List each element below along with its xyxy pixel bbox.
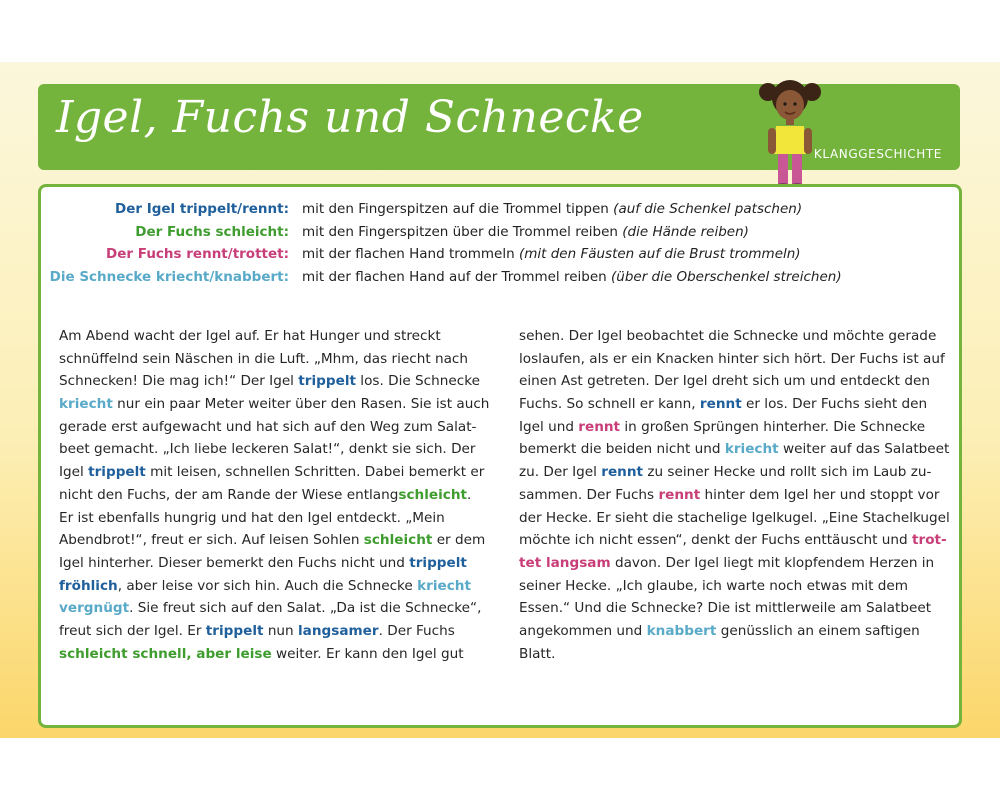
story-line [519,529,947,552]
sound-keyword: kriecht [59,396,113,413]
story-text: möchte ich nicht essen“, denkt der Fuchs enttäuscht und [519,532,912,549]
story-text: Schnecken! Die mag ich!“ Der Igel [59,373,299,390]
page-title: Igel, Fuchs und Schnecke [56,92,644,143]
sound-keyword: trippelt [88,464,146,481]
story-text: Am Abend wacht der Igel auf. Er hat Hunger und streckt [59,328,441,344]
story-text: er los. Der Fuchs sieht den [741,396,928,413]
story-line [59,484,489,507]
story-text: , aber leise vor sich hin. Auch die Schnecke [117,577,418,594]
legend-action: mit den Fingerspitzen auf die Trommel tippen [302,201,614,217]
story-line [519,393,947,416]
sound-keyword: trippelt [205,622,264,639]
story-text: nicht den Fuchs, der am Rande der Wiese entlang [59,486,399,503]
story-text: los. Die Schnecke [355,373,480,390]
story-text: Er ist ebenfalls hungrig und hat den Igel entdeckt. „Mein [59,509,445,526]
story-text: loslaufen, als er ein Knacken hinter sich hört. Der Fuchs ist auf [519,350,945,367]
story-line [519,484,947,507]
story-line [519,348,947,371]
story-line [59,393,489,416]
story-line [519,597,947,620]
content-card [38,184,962,728]
story-line [519,438,950,461]
story-text: zu. Der Igel [519,464,602,481]
sound-keyword: langsamer [298,622,379,639]
story-line [59,438,489,461]
story-line [59,597,489,620]
story-line [59,620,489,643]
story-line [59,348,489,371]
story-line [519,416,947,439]
legend-label: Der Fuchs rennt/trottet: [106,246,289,262]
story-text: seiner Hecke. „Ich glaube, ich warte noch etwas mit dem [519,577,909,594]
story-line [59,552,489,575]
legend-description [302,224,749,240]
story-line [519,507,950,530]
legend-row [41,224,959,247]
story-text: nur ein paar Meter weiter über den Rasen. Sie ist auch [112,396,490,413]
story-text: davon. Der Igel liegt mit klopfendem Herzen in [610,554,935,571]
legend-action: mit den Fingerspitzen über die Trommel reiben [302,223,623,240]
legend-label: Die Schnecke kriecht/knabbert: [49,268,289,285]
story-text: zu seiner Hecke und rollt sich im Laub zu- [643,464,932,481]
story-text: Blatt. [519,645,556,662]
legend-description [302,246,801,262]
legend-row [41,269,959,292]
story-text: sammen. Der Fuchs [519,486,659,503]
sound-keyword: trippelt [298,373,356,390]
story-text: . Sie freut sich auf den Salat. „Da ist die Schnecke“, [129,600,482,617]
sound-keyword: rennt [601,464,644,481]
story-text: nun [263,622,298,639]
story-text: sehen. Der Igel beobachtet die Schnecke und möchte gerade [519,328,937,344]
sound-keyword: rennt [658,486,701,503]
story-line [519,325,947,348]
story-text: genüsslich an einem saftigen [716,622,920,639]
sound-keyword: schleicht [398,486,467,503]
story-text: . [467,486,472,503]
sound-keyword: rennt [699,396,742,413]
sound-keyword: kriecht [724,441,779,458]
story-column-left [59,325,489,665]
legend-row [41,201,959,224]
sound-keyword: rennt [578,418,621,435]
story-text: . Der Fuchs [378,622,455,639]
category-label: KLANGGESCHICHTE [813,147,942,161]
sound-keyword: tet langsam [519,554,611,571]
story-line [59,370,489,393]
story-text: er dem [432,532,486,549]
legend-label: Der Igel trippelt/rennt: [114,201,289,217]
story-text: Abendbrot!“, freut er sich. Auf leisen Sohlen [59,532,364,549]
sound-keyword: trot- [912,532,947,549]
sound-keyword: knabbert [646,622,717,639]
story-text: weiter. Er kann den Igel gut [271,645,464,662]
story-text: mit leisen, schnellen Schritten. Dabei bemerkt er [145,464,485,481]
story-line [59,507,489,530]
story-line [519,620,947,643]
story-text: in großen Sprüngen hinterher. Die Schnecke [620,418,926,435]
story-line [519,575,947,598]
story-text: Igel [59,464,89,481]
story-text: gerade erst aufgewacht und hat sich auf den Weg zum Salat- [59,418,477,435]
story-line [59,325,489,348]
sound-keyword: vergnügt [59,600,130,617]
story-text: Igel und [519,418,579,435]
story-text: schnüffelnd sein Näschen in die Luft. „Mhm, das riecht nach [59,350,469,367]
story-text: Igel hinterher. Dieser bemerkt den Fuchs nicht und [59,554,410,571]
story-text: hinter dem Igel her und stoppt vor [700,486,940,503]
legend-alternative: (die Hände reiben) [622,223,749,240]
sound-keyword: trippelt [409,554,467,571]
story-line [59,529,489,552]
story-text: angekommen und [519,622,647,639]
story-line [519,643,947,666]
story-text: beet gemacht. „Ich liebe leckeren Salat!“, denkt sie sich. Der [59,441,476,458]
sound-keyword: schleicht schnell, aber leise [59,645,272,662]
story-column-right [519,325,950,665]
legend-description [302,269,842,285]
sound-keyword: fröhlich [59,577,118,594]
legend-alternative: (auf die Schenkel patschen) [613,201,803,217]
story-line [59,461,489,484]
legend-alternative: (mit den Fäusten auf die Brust trommeln) [518,246,801,262]
story-text: einen Ast getreten. Der Igel dreht sich um und entdeckt den [519,373,930,390]
story-text: weiter auf das Salatbeet [778,441,950,458]
legend-action: mit der flachen Hand auf der Trommel reiben [302,268,611,285]
story-line [519,461,947,484]
sound-keyword: schleicht [363,532,433,549]
legend-label: Der Fuchs schleicht: [135,223,289,240]
legend-description [302,201,802,217]
story-text: freut sich der Igel. Er [59,622,206,639]
story-text: der Hecke. Er sieht die stachelige Igelkugel. „Eine Stachelkugel [519,509,950,526]
story-line [59,575,489,598]
story-text: Essen.“ Und die Schnecke? Die ist mittlerweile am Salatbeet [519,600,932,617]
legend-action: mit der flachen Hand trommeln [302,246,519,262]
story-text: bemerkt die beiden nicht und [519,441,725,458]
legend-alternative: (über die Oberschenkel streichen) [611,268,842,285]
story-line [519,370,947,393]
story-line [59,643,489,666]
girl-illustration [748,74,832,190]
legend-row [41,246,959,269]
sound-legend [41,201,959,291]
story-line [519,552,947,575]
sound-keyword: kriecht [417,577,471,594]
story-text: Fuchs. So schnell er kann, [519,396,700,413]
story-line [59,416,489,439]
